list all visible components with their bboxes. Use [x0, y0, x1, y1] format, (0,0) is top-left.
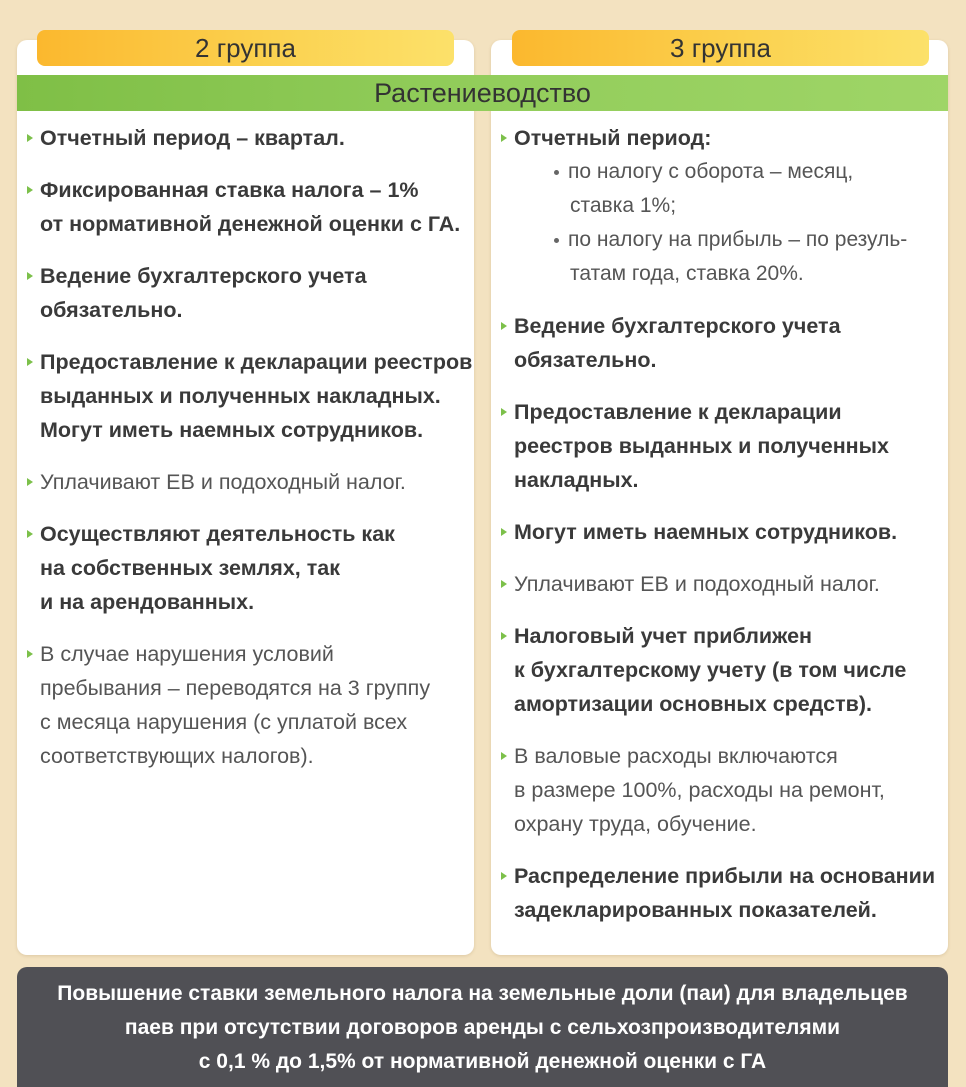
list-item-period: [496, 121, 944, 291]
triangle-right-icon: [27, 650, 33, 658]
triangle-right-icon: [501, 752, 507, 760]
triangle-right-icon: [501, 580, 507, 588]
footer-text-line: с 0,1 % до 1,5% от нормативной денежной оценки с ГА: [198, 1050, 767, 1073]
item-text-line: реестров выданных и полученных: [514, 434, 889, 458]
item-text-line: Уплачивают ЕВ и подоходный налог.: [514, 572, 880, 596]
footer-note: [17, 967, 948, 1087]
item-text-line: и на арендованных.: [40, 590, 255, 614]
triangle-right-icon: [501, 528, 507, 536]
sub-item-text-line: татам года, ставка 20%.: [570, 262, 804, 285]
footer-text-line: Повышение ставки земельного налога на земельные доли (паи) для владельцев: [57, 982, 908, 1005]
list-item: [22, 637, 470, 773]
triangle-right-icon: [501, 632, 507, 640]
item-text-line: Распределение прибыли на основании: [514, 864, 936, 888]
list-item: [496, 515, 944, 549]
list-item: [22, 517, 470, 619]
item-text-line: обязательно.: [40, 298, 183, 322]
list-item: [22, 259, 470, 327]
item-text-line: к бухгалтерскому учету (в том числе: [514, 658, 907, 682]
item-text-line: задекларированных показателей.: [514, 898, 877, 922]
group3-list: [496, 121, 944, 945]
triangle-right-icon: [27, 186, 33, 194]
list-item: [496, 309, 944, 377]
sub-item-text-line: по налогу с оборота – месяц,: [568, 160, 854, 183]
list-item: [22, 345, 473, 447]
item-text-line: охрану труда, обучение.: [514, 812, 757, 836]
item-text-line: Ведение бухгалтерского учета: [40, 264, 367, 288]
list-item: [22, 121, 470, 155]
sub-item: [514, 155, 944, 223]
group3-items: [496, 309, 944, 927]
footer-text-line: паев при отсутствии договоров аренды с сельхозпроизводителями: [124, 1016, 841, 1039]
triangle-right-icon: [27, 530, 33, 538]
item-text-line: В случае нарушения условий: [40, 642, 334, 666]
item-text-line: на собственных землях, так: [40, 556, 340, 580]
triangle-right-icon: [501, 872, 507, 880]
item-text-line: В валовые расходы включаются: [514, 744, 838, 768]
list-item: [496, 567, 944, 601]
item-text-line: выданных и полученных накладных.: [40, 384, 441, 408]
group2-header: 2 группа: [37, 30, 454, 66]
period-sublist: [514, 155, 944, 291]
triangle-right-icon: [501, 322, 507, 330]
item-text-line: пребывания – переводятся на 3 группу: [40, 676, 431, 700]
item-text-line: Предоставление к декларации реестров: [40, 350, 473, 374]
item-text-line: накладных.: [514, 468, 639, 492]
category-banner: Растениеводство: [17, 75, 948, 111]
item-text: Отчетный период:: [514, 126, 712, 150]
triangle-right-icon: [27, 478, 33, 486]
list-item: [22, 173, 470, 241]
item-text-line: в размере 100%, расходы на ремонт,: [514, 778, 885, 802]
group2-list: [22, 121, 473, 791]
triangle-right-icon: [501, 408, 507, 416]
item-text-line: обязательно.: [514, 348, 657, 372]
item-text-line: амортизации основных средств).: [514, 692, 872, 716]
triangle-right-icon: [27, 272, 33, 280]
list-item: [496, 859, 944, 927]
item-text-line: соответствующих налогов).: [40, 744, 314, 768]
item-text-line: Ведение бухгалтерского учета: [514, 314, 841, 338]
group3-header: 3 группа: [512, 30, 929, 66]
dot-icon: [554, 238, 559, 243]
sub-item: [514, 223, 944, 291]
item-text-line: от нормативной денежной оценки с ГА.: [40, 212, 461, 236]
list-item: [496, 619, 944, 721]
item-text-line: Осуществляют деятельность как: [40, 522, 395, 546]
triangle-right-icon: [27, 358, 33, 366]
triangle-right-icon: [27, 134, 33, 142]
item-text-line: Уплачивают ЕВ и подоходный налог.: [40, 470, 406, 494]
list-item: [22, 465, 470, 499]
list-item: [496, 395, 944, 497]
item-text-line: с месяца нарушения (с уплатой всех: [40, 710, 408, 734]
sub-item-text-line: по налогу на прибыль – по резуль-: [568, 228, 908, 251]
triangle-right-icon: [501, 134, 507, 142]
sub-item-text-line: ставка 1%;: [570, 194, 677, 217]
item-text-line: Отчетный период – квартал.: [40, 126, 345, 150]
item-text-line: Предоставление к декларации: [514, 400, 842, 424]
item-text-line: Могут иметь наемных сотрудников.: [514, 520, 898, 544]
dot-icon: [554, 170, 559, 175]
item-text-line: Налоговый учет приближен: [514, 624, 813, 648]
list-item: [496, 739, 944, 841]
item-text-line: Могут иметь наемных сотрудников.: [40, 418, 424, 442]
item-text-line: Фиксированная ставка налога – 1%: [40, 178, 419, 202]
